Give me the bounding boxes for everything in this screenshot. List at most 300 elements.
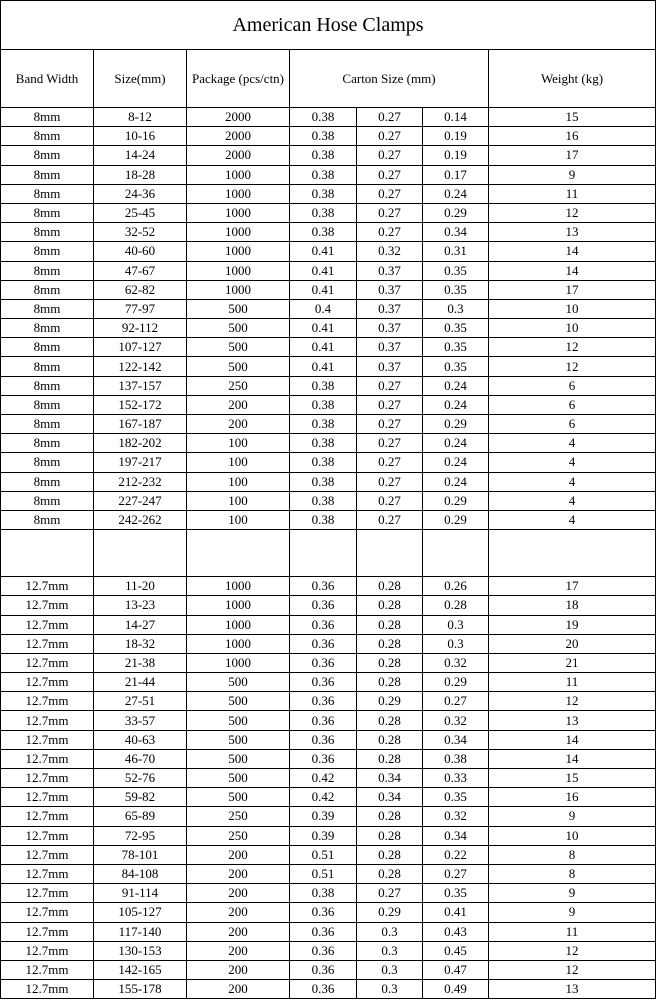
carton-length-cell: 0.38 — [290, 223, 357, 242]
package-cell: 200 — [187, 922, 290, 941]
table-row — [1, 596, 656, 615]
band-width-cell: 8mm — [1, 127, 94, 146]
weight-cell: 11 — [489, 922, 656, 941]
carton-width-cell: 0.27 — [357, 491, 423, 510]
size-cell: 18-28 — [94, 165, 187, 184]
size-cell: 47-67 — [94, 261, 187, 280]
weight-cell: 6 — [489, 395, 656, 414]
package-cell: 1000 — [187, 615, 290, 634]
header-band-width: Band Width — [1, 50, 94, 108]
carton-length-cell: 0.36 — [290, 634, 357, 653]
carton-height-cell: 0.35 — [423, 884, 489, 903]
table-row — [1, 165, 656, 184]
package-cell: 100 — [187, 491, 290, 510]
carton-length-cell: 0.36 — [290, 922, 357, 941]
carton-width-cell: 0.27 — [357, 376, 423, 395]
spacer-cell — [489, 530, 656, 577]
size-cell: 59-82 — [94, 788, 187, 807]
carton-length-cell: 0.41 — [290, 261, 357, 280]
carton-width-cell: 0.37 — [357, 280, 423, 299]
table-row — [1, 223, 656, 242]
carton-width-cell: 0.27 — [357, 203, 423, 222]
carton-height-cell: 0.32 — [423, 653, 489, 672]
weight-cell: 14 — [489, 730, 656, 749]
carton-height-cell: 0.33 — [423, 769, 489, 788]
size-cell: 137-157 — [94, 376, 187, 395]
carton-height-cell: 0.34 — [423, 826, 489, 845]
carton-height-cell: 0.35 — [423, 357, 489, 376]
size-cell: 46-70 — [94, 749, 187, 768]
weight-cell: 12 — [489, 357, 656, 376]
carton-width-cell: 0.3 — [357, 960, 423, 979]
weight-cell: 14 — [489, 261, 656, 280]
package-cell: 1000 — [187, 653, 290, 672]
weight-cell: 8 — [489, 864, 656, 883]
carton-length-cell: 0.38 — [290, 146, 357, 165]
package-cell: 500 — [187, 319, 290, 338]
carton-width-cell: 0.27 — [357, 510, 423, 529]
size-cell: 77-97 — [94, 299, 187, 318]
carton-length-cell: 0.38 — [290, 108, 357, 127]
size-cell: 10-16 — [94, 127, 187, 146]
spacer-row — [1, 530, 656, 577]
carton-length-cell: 0.4 — [290, 299, 357, 318]
weight-cell: 9 — [489, 884, 656, 903]
band-width-cell: 12.7mm — [1, 960, 94, 979]
package-cell: 500 — [187, 749, 290, 768]
package-cell: 200 — [187, 941, 290, 960]
weight-cell: 18 — [489, 596, 656, 615]
carton-width-cell: 0.27 — [357, 434, 423, 453]
size-cell: 27-51 — [94, 692, 187, 711]
carton-width-cell: 0.34 — [357, 769, 423, 788]
carton-width-cell: 0.27 — [357, 223, 423, 242]
weight-cell: 14 — [489, 749, 656, 768]
band-width-cell: 8mm — [1, 491, 94, 510]
carton-height-cell: 0.26 — [423, 577, 489, 596]
package-cell: 500 — [187, 299, 290, 318]
table-row — [1, 108, 656, 127]
carton-length-cell: 0.36 — [290, 711, 357, 730]
size-cell: 142-165 — [94, 960, 187, 979]
package-cell: 2000 — [187, 127, 290, 146]
table-title: American Hose Clamps — [1, 1, 656, 50]
band-width-cell: 12.7mm — [1, 826, 94, 845]
band-width-cell: 12.7mm — [1, 673, 94, 692]
carton-height-cell: 0.29 — [423, 203, 489, 222]
table-row — [1, 242, 656, 261]
package-cell: 200 — [187, 903, 290, 922]
carton-height-cell: 0.24 — [423, 395, 489, 414]
band-width-cell: 8mm — [1, 280, 94, 299]
package-cell: 500 — [187, 692, 290, 711]
package-cell: 250 — [187, 376, 290, 395]
carton-height-cell: 0.34 — [423, 730, 489, 749]
carton-height-cell: 0.28 — [423, 596, 489, 615]
package-cell: 500 — [187, 730, 290, 749]
band-width-cell: 8mm — [1, 472, 94, 491]
table-row — [1, 203, 656, 222]
weight-cell: 13 — [489, 711, 656, 730]
table-row — [1, 769, 656, 788]
package-cell: 1000 — [187, 165, 290, 184]
carton-height-cell: 0.3 — [423, 299, 489, 318]
carton-width-cell: 0.27 — [357, 472, 423, 491]
carton-width-cell: 0.28 — [357, 749, 423, 768]
band-width-cell: 8mm — [1, 299, 94, 318]
carton-width-cell: 0.28 — [357, 730, 423, 749]
size-cell: 91-114 — [94, 884, 187, 903]
table-row — [1, 299, 656, 318]
size-cell: 14-24 — [94, 146, 187, 165]
size-cell: 25-45 — [94, 203, 187, 222]
weight-cell: 15 — [489, 769, 656, 788]
carton-length-cell: 0.41 — [290, 242, 357, 261]
carton-height-cell: 0.32 — [423, 711, 489, 730]
table-row — [1, 960, 656, 979]
package-cell: 200 — [187, 395, 290, 414]
band-width-cell: 8mm — [1, 357, 94, 376]
weight-cell: 4 — [489, 472, 656, 491]
carton-height-cell: 0.3 — [423, 615, 489, 634]
carton-height-cell: 0.32 — [423, 807, 489, 826]
weight-cell: 14 — [489, 242, 656, 261]
size-cell: 21-44 — [94, 673, 187, 692]
spacer-cell — [423, 530, 489, 577]
size-cell: 24-36 — [94, 184, 187, 203]
band-width-cell: 12.7mm — [1, 980, 94, 999]
carton-width-cell: 0.3 — [357, 980, 423, 999]
band-width-cell: 8mm — [1, 223, 94, 242]
band-width-cell: 8mm — [1, 242, 94, 261]
weight-cell: 11 — [489, 184, 656, 203]
table-row — [1, 146, 656, 165]
table-row — [1, 510, 656, 529]
carton-length-cell: 0.38 — [290, 434, 357, 453]
size-cell: 155-178 — [94, 980, 187, 999]
size-cell: 182-202 — [94, 434, 187, 453]
carton-length-cell: 0.36 — [290, 673, 357, 692]
table-row — [1, 357, 656, 376]
table-row — [1, 434, 656, 453]
band-width-cell: 12.7mm — [1, 730, 94, 749]
carton-width-cell: 0.32 — [357, 242, 423, 261]
band-width-cell: 12.7mm — [1, 615, 94, 634]
carton-length-cell: 0.41 — [290, 357, 357, 376]
spacer-cell — [94, 530, 187, 577]
carton-length-cell: 0.41 — [290, 338, 357, 357]
band-width-cell: 8mm — [1, 184, 94, 203]
weight-cell: 4 — [489, 453, 656, 472]
carton-height-cell: 0.29 — [423, 673, 489, 692]
carton-length-cell: 0.38 — [290, 376, 357, 395]
carton-length-cell: 0.38 — [290, 453, 357, 472]
table-row — [1, 184, 656, 203]
header-package: Package (pcs/ctn) — [187, 50, 290, 108]
group-12-7mm-rows — [1, 577, 656, 999]
carton-length-cell: 0.36 — [290, 577, 357, 596]
band-width-cell: 12.7mm — [1, 864, 94, 883]
header-weight: Weight (kg) — [489, 50, 656, 108]
weight-cell: 8 — [489, 845, 656, 864]
band-width-cell: 8mm — [1, 146, 94, 165]
weight-cell: 16 — [489, 788, 656, 807]
carton-width-cell: 0.27 — [357, 127, 423, 146]
carton-height-cell: 0.24 — [423, 434, 489, 453]
carton-length-cell: 0.42 — [290, 788, 357, 807]
package-cell: 1000 — [187, 242, 290, 261]
package-cell: 250 — [187, 826, 290, 845]
weight-cell: 12 — [489, 203, 656, 222]
table-row — [1, 319, 656, 338]
package-cell: 1000 — [187, 223, 290, 242]
table-row — [1, 884, 656, 903]
carton-length-cell: 0.36 — [290, 653, 357, 672]
size-cell: 227-247 — [94, 491, 187, 510]
carton-length-cell: 0.36 — [290, 615, 357, 634]
carton-height-cell: 0.19 — [423, 146, 489, 165]
carton-length-cell: 0.38 — [290, 184, 357, 203]
weight-cell: 9 — [489, 903, 656, 922]
carton-width-cell: 0.28 — [357, 577, 423, 596]
band-width-cell: 12.7mm — [1, 769, 94, 788]
package-cell: 100 — [187, 453, 290, 472]
size-cell: 130-153 — [94, 941, 187, 960]
package-cell: 200 — [187, 980, 290, 999]
carton-width-cell: 0.28 — [357, 596, 423, 615]
package-cell: 500 — [187, 788, 290, 807]
package-cell: 200 — [187, 884, 290, 903]
carton-length-cell: 0.38 — [290, 491, 357, 510]
band-width-cell: 12.7mm — [1, 711, 94, 730]
weight-cell: 20 — [489, 634, 656, 653]
size-cell: 117-140 — [94, 922, 187, 941]
carton-length-cell: 0.36 — [290, 596, 357, 615]
carton-width-cell: 0.28 — [357, 845, 423, 864]
package-cell: 500 — [187, 338, 290, 357]
weight-cell: 12 — [489, 338, 656, 357]
carton-width-cell: 0.27 — [357, 146, 423, 165]
group-spacer — [1, 530, 656, 577]
carton-height-cell: 0.29 — [423, 491, 489, 510]
table-row — [1, 615, 656, 634]
carton-height-cell: 0.24 — [423, 472, 489, 491]
band-width-cell: 8mm — [1, 338, 94, 357]
package-cell: 100 — [187, 472, 290, 491]
weight-cell: 10 — [489, 826, 656, 845]
carton-width-cell: 0.28 — [357, 673, 423, 692]
package-cell: 200 — [187, 864, 290, 883]
carton-width-cell: 0.3 — [357, 922, 423, 941]
package-cell: 1000 — [187, 261, 290, 280]
carton-width-cell: 0.28 — [357, 826, 423, 845]
table-row — [1, 749, 656, 768]
carton-height-cell: 0.24 — [423, 453, 489, 472]
package-cell: 1000 — [187, 634, 290, 653]
carton-height-cell: 0.24 — [423, 184, 489, 203]
carton-height-cell: 0.34 — [423, 223, 489, 242]
spacer-cell — [1, 530, 94, 577]
size-cell: 78-101 — [94, 845, 187, 864]
size-cell: 105-127 — [94, 903, 187, 922]
band-width-cell: 12.7mm — [1, 807, 94, 826]
carton-width-cell: 0.34 — [357, 788, 423, 807]
size-cell: 14-27 — [94, 615, 187, 634]
package-cell: 500 — [187, 673, 290, 692]
size-cell: 197-217 — [94, 453, 187, 472]
carton-height-cell: 0.35 — [423, 319, 489, 338]
package-cell: 500 — [187, 769, 290, 788]
carton-length-cell: 0.38 — [290, 203, 357, 222]
carton-length-cell: 0.36 — [290, 980, 357, 999]
carton-height-cell: 0.47 — [423, 960, 489, 979]
carton-length-cell: 0.39 — [290, 826, 357, 845]
size-cell: 167-187 — [94, 415, 187, 434]
size-cell: 152-172 — [94, 395, 187, 414]
size-cell: 40-60 — [94, 242, 187, 261]
table-row — [1, 788, 656, 807]
carton-length-cell: 0.41 — [290, 319, 357, 338]
carton-width-cell: 0.28 — [357, 653, 423, 672]
carton-width-cell: 0.28 — [357, 615, 423, 634]
band-width-cell: 8mm — [1, 165, 94, 184]
carton-length-cell: 0.39 — [290, 807, 357, 826]
size-cell: 32-52 — [94, 223, 187, 242]
table-row — [1, 673, 656, 692]
weight-cell: 10 — [489, 319, 656, 338]
carton-width-cell: 0.28 — [357, 864, 423, 883]
size-cell: 21-38 — [94, 653, 187, 672]
band-width-cell: 12.7mm — [1, 749, 94, 768]
table-row — [1, 127, 656, 146]
table-row — [1, 980, 656, 999]
package-cell: 200 — [187, 845, 290, 864]
package-cell: 2000 — [187, 146, 290, 165]
package-cell: 1000 — [187, 184, 290, 203]
carton-width-cell: 0.28 — [357, 634, 423, 653]
carton-length-cell: 0.36 — [290, 730, 357, 749]
size-cell: 65-89 — [94, 807, 187, 826]
carton-length-cell: 0.38 — [290, 472, 357, 491]
band-width-cell: 12.7mm — [1, 653, 94, 672]
package-cell: 200 — [187, 960, 290, 979]
table-row — [1, 711, 656, 730]
band-width-cell: 12.7mm — [1, 845, 94, 864]
weight-cell: 17 — [489, 280, 656, 299]
size-cell: 8-12 — [94, 108, 187, 127]
carton-height-cell: 0.35 — [423, 338, 489, 357]
weight-cell: 12 — [489, 960, 656, 979]
band-width-cell: 8mm — [1, 319, 94, 338]
carton-width-cell: 0.37 — [357, 299, 423, 318]
package-cell: 100 — [187, 510, 290, 529]
carton-height-cell: 0.35 — [423, 261, 489, 280]
size-cell: 33-57 — [94, 711, 187, 730]
carton-height-cell: 0.27 — [423, 864, 489, 883]
weight-cell: 4 — [489, 491, 656, 510]
table-row — [1, 261, 656, 280]
table-row — [1, 634, 656, 653]
table-row — [1, 653, 656, 672]
band-width-cell: 8mm — [1, 376, 94, 395]
carton-width-cell: 0.37 — [357, 357, 423, 376]
table-row — [1, 491, 656, 510]
size-cell: 84-108 — [94, 864, 187, 883]
carton-length-cell: 0.38 — [290, 395, 357, 414]
size-cell: 212-232 — [94, 472, 187, 491]
band-width-cell: 12.7mm — [1, 922, 94, 941]
carton-height-cell: 0.22 — [423, 845, 489, 864]
size-cell: 62-82 — [94, 280, 187, 299]
carton-height-cell: 0.24 — [423, 376, 489, 395]
carton-height-cell: 0.31 — [423, 242, 489, 261]
carton-width-cell: 0.27 — [357, 884, 423, 903]
carton-width-cell: 0.27 — [357, 395, 423, 414]
table-row — [1, 922, 656, 941]
weight-cell: 12 — [489, 692, 656, 711]
table-row — [1, 730, 656, 749]
table-row — [1, 280, 656, 299]
size-cell: 13-23 — [94, 596, 187, 615]
band-width-cell: 12.7mm — [1, 941, 94, 960]
spacer-cell — [357, 530, 423, 577]
table-row — [1, 472, 656, 491]
band-width-cell: 12.7mm — [1, 577, 94, 596]
package-cell: 1000 — [187, 596, 290, 615]
carton-width-cell: 0.3 — [357, 941, 423, 960]
weight-cell: 9 — [489, 165, 656, 184]
band-width-cell: 8mm — [1, 415, 94, 434]
weight-cell: 15 — [489, 108, 656, 127]
table-row — [1, 453, 656, 472]
band-width-cell: 12.7mm — [1, 884, 94, 903]
carton-length-cell: 0.36 — [290, 749, 357, 768]
carton-width-cell: 0.27 — [357, 453, 423, 472]
carton-length-cell: 0.51 — [290, 864, 357, 883]
carton-length-cell: 0.41 — [290, 280, 357, 299]
table-row — [1, 807, 656, 826]
carton-height-cell: 0.3 — [423, 634, 489, 653]
carton-length-cell: 0.38 — [290, 165, 357, 184]
package-cell: 250 — [187, 807, 290, 826]
package-cell: 1000 — [187, 280, 290, 299]
weight-cell: 6 — [489, 415, 656, 434]
table-row — [1, 826, 656, 845]
package-cell: 2000 — [187, 108, 290, 127]
size-cell: 40-63 — [94, 730, 187, 749]
carton-height-cell: 0.35 — [423, 788, 489, 807]
header-carton-size: Carton Size (mm) — [290, 50, 489, 108]
band-width-cell: 8mm — [1, 108, 94, 127]
weight-cell: 4 — [489, 434, 656, 453]
table-row — [1, 903, 656, 922]
package-cell: 200 — [187, 415, 290, 434]
carton-length-cell: 0.38 — [290, 510, 357, 529]
carton-height-cell: 0.45 — [423, 941, 489, 960]
size-cell: 72-95 — [94, 826, 187, 845]
carton-length-cell: 0.51 — [290, 845, 357, 864]
package-cell: 1000 — [187, 577, 290, 596]
size-cell: 122-142 — [94, 357, 187, 376]
carton-height-cell: 0.43 — [423, 922, 489, 941]
weight-cell: 19 — [489, 615, 656, 634]
package-cell: 100 — [187, 434, 290, 453]
weight-cell: 17 — [489, 146, 656, 165]
carton-length-cell: 0.36 — [290, 941, 357, 960]
weight-cell: 6 — [489, 376, 656, 395]
carton-height-cell: 0.38 — [423, 749, 489, 768]
band-width-cell: 12.7mm — [1, 903, 94, 922]
